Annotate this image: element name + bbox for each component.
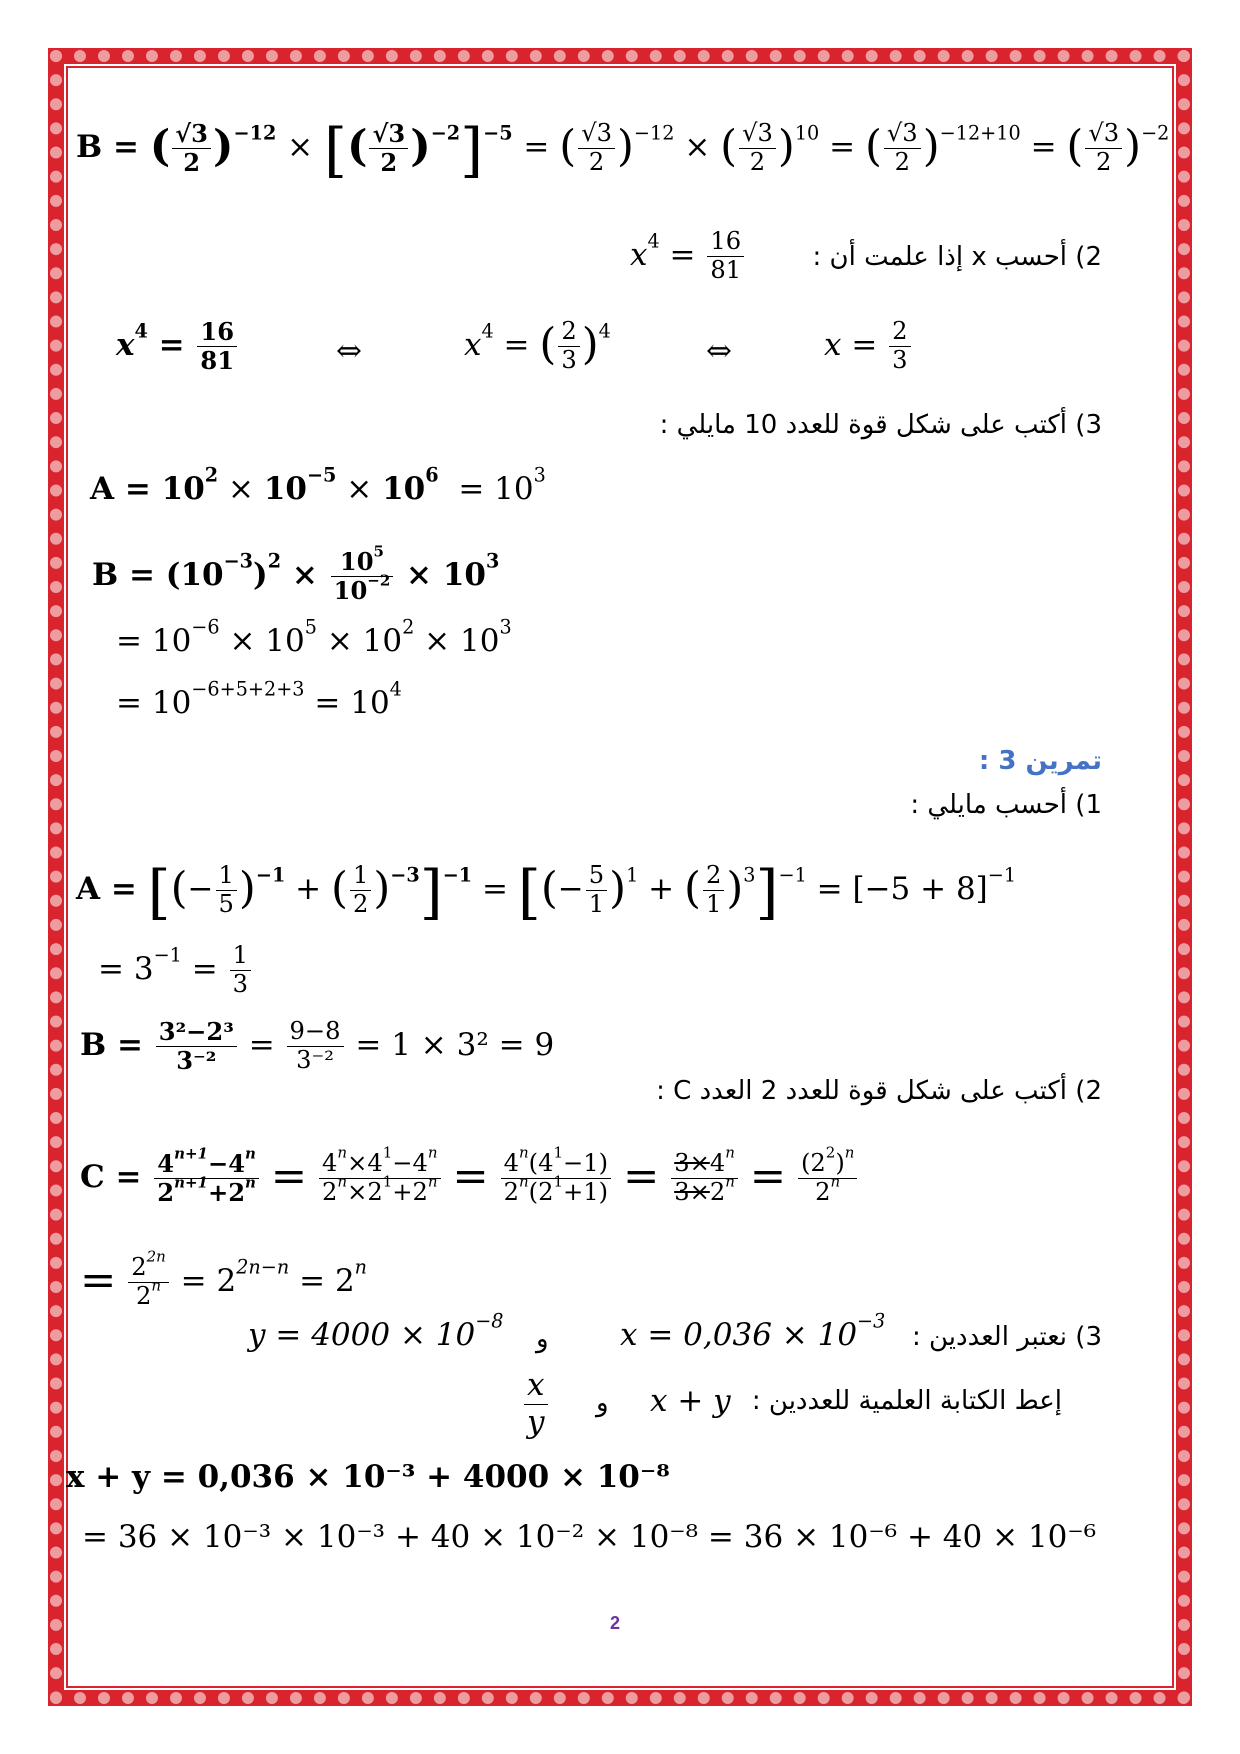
ex3-b-line: B = $\frac{\text{3²−2³}}{\text{3⁻²}}$ = $\frac{9-8}{\text{3⁻²}}$ = 1 × 3² = 9 — [80, 1017, 555, 1075]
and-word-2: و — [596, 1388, 609, 1418]
ex3-c-line: C = $\frac{4^{n+1}-4^n}{2^{n+1}+2^n}$ = $\frac{4^n\times 4^1-4^n}{2^n\times 2^1+2^n}$ = $\frac{4^n(4^1-1)}{2^n(2^1+1)}$ = $\frac{3\times 4^n}{3\times 2^n}$ = $\frac{(2^2)^n}{2^n}$ — [80, 1150, 859, 1207]
ex3-a-line: A = [(− $\frac{1}{5}$ )$^{-1}$ + ( $\frac{1}{2}$ )$^{-3}$]$^{-1}$ = [(− $\frac{5}{1}$ )$^1$ + ( $\frac{2}{1}$ )$^3]^{-1} = [-5 + 8]^{-1}$ — [76, 856, 1017, 926]
q3-b-step1: = $10^{-6} \times 10^5 \times 10^2 \times 10^3$ — [116, 615, 512, 659]
ex3-q3b-question: إعط الكتابة العلمية للعددين : — [751, 1386, 1062, 1416]
sum-label: x + y — [650, 1383, 731, 1419]
exercise-3-title: تمرين 3 : — [978, 746, 1102, 776]
q3-question: 3) أكتب على شكل قوة للعدد 10 مايلي : — [659, 410, 1102, 440]
q2-question: 2) أحسب x إذا علمت أن : — [812, 242, 1102, 272]
x-definition: $x = 0,036 \times 10^{-3}$ — [620, 1309, 886, 1353]
q2-iff-2: ⇔ — [706, 333, 732, 369]
ratio-x-over-y: $\frac{x}{y}$ — [522, 1368, 550, 1440]
q2-step1: $x^4$ = $\frac{16}{81}$ — [116, 318, 239, 375]
ex3-c-line2: = $\frac{2^{2n}}{2^n}$ = $2^{2n-n} = 2^n$ — [80, 1247, 368, 1310]
sum-line2: = 36 × 10⁻³ × 10⁻³ + 40 × 10⁻² × 10⁻⁸ = 36 × 10⁻⁶ + 40 × 10⁻⁶ — [82, 1519, 1097, 1555]
q3-a-line: $A = 10^2 \times 10^{-5} \times 10^6 = 10^3$ — [90, 463, 546, 507]
ex3-q2-question: 2) أكتب على شكل قوة للعدد 2 العدد C : — [656, 1076, 1102, 1106]
q2-given: $x^4$ = $\frac{16}{81}$ — [630, 228, 746, 285]
sum-line1: x + y = 0,036 × 10⁻³ + 4000 × 10⁻⁸ — [66, 1459, 670, 1495]
ex3-a-line2: = $3^{-1}$ = $\frac{1}{3}$ — [98, 942, 253, 999]
y-definition: $y = 4000 \times 10^{-8}$ — [248, 1309, 504, 1353]
q2-iff-1: ⇔ — [336, 333, 362, 369]
b-expression: B = ( $\frac{√3}{2}$ )$^{-12}$ × [( $\frac{√3}{2}$ )$^{-2}$]$^{-5}$ = ( $\frac{√3}{2}$ )$^{-12}$ × ( $\frac{√3}{2}$ )$^{10}$ = ( $\frac{√3}{2}$ )$^{-12+10}$ = ( $\frac{√3}{2}$ )$^{-2}$ — [76, 114, 1170, 184]
ex3-q1-question: 1) أحسب مايلي : — [910, 790, 1102, 820]
ex3-q3-question: 3) نعتبر العددين : — [911, 1322, 1102, 1352]
q2-step2: $x^4$ = ( $\frac{2}{3}$ )$^4$ — [464, 317, 611, 374]
q3-b-line: $B = (10^{-3})^2$ × $\frac{10^5}{10^{-2}}$ × $10^3$ — [92, 542, 500, 605]
page-number: 2 — [610, 1613, 621, 1633]
q3-b-step2: = $10^{-6+5+2+3} = 10^4$ — [116, 677, 402, 721]
q2-answer: x = $\frac{2}{3}$ — [824, 318, 913, 375]
and-word-1: و — [536, 1324, 549, 1354]
